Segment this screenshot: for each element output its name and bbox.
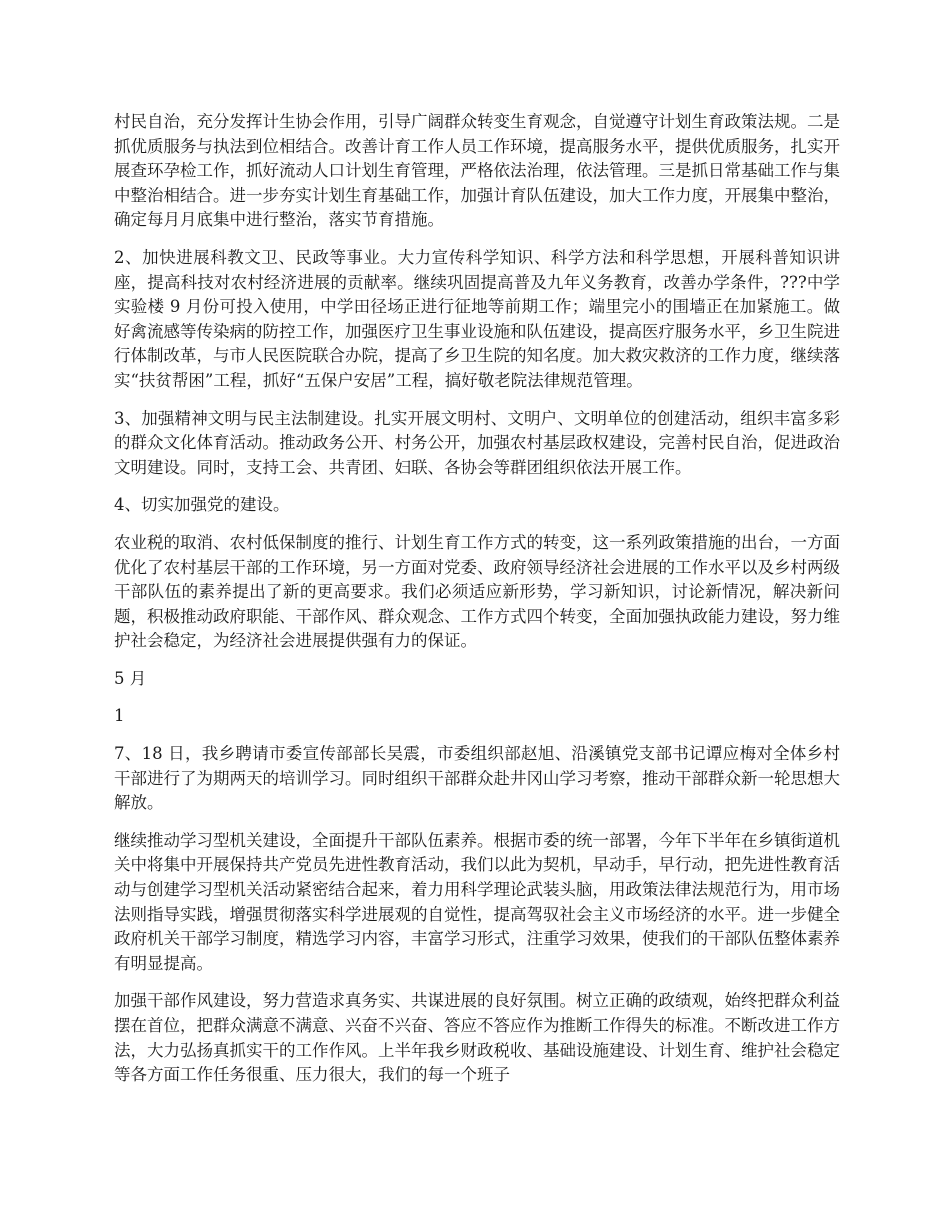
document-body bbox=[114, 110, 840, 1101]
paragraph-work-style: 加强干部作风建设，努力营造求真务实、共谋进展的良好氛围。树立正确的政绩观，始终把群众利益摆在首位，把群众满意不满意、兴奋不兴奋、答应不答应作为推断工作得失的标准。不断改进工作方法，大力弘扬真抓实干的工作作风。上半年我乡财政税收、基础设施建设、计划生育、维护社会稳定等各方面工作任务很重、压力很大，我们的每一个班子 bbox=[114, 991, 840, 1085]
paragraph-month-label: 5 月 bbox=[114, 668, 147, 688]
paragraph-family-planning: 村民自治，充分发挥计生协会作用，引导广阔群众转变生育观念，自觉遵守计划生育政策法规。二是抓优质服务与执法到位相结合。改善计育工作人员工作环境，提高服务水平，提供优质服务，扎实开展查环孕检工作，抓好流动人口计划生育管理，严格依法治理，依法管理。三是抓日常基础工作与集中整治相结合。进一步夯实计划生育基础工作，加强计育队伍建设，加大工作力度，开展集中整治，确定每月月底集中进行整治，落实节育措施。 bbox=[114, 112, 840, 230]
paragraph-spiritual-civilization: 3、加强精神文明与民主法制建设。扎实开展文明村、文明户、文明单位的创建活动，组织丰富多彩的群众文化体育活动。推动政务公开、村务公开，加强农村基层政权建设，完善村民自治，促进政治文明建设。同时，支持工会、共青团、妇联、各协会等群团组织依法开展工作。 bbox=[114, 408, 840, 477]
paragraph-training: 7、18 日，我乡聘请市委宣传部部长吴震，市委组织部赵旭、沿溪镇党支部书记谭应梅对全体乡村干部进行了为期两天的培训学习。同时组织干部群众赴井冈山学习考察，推动干部群众新一轮思想大解放。 bbox=[114, 744, 840, 813]
paragraph-number-label: 1 bbox=[114, 706, 125, 726]
paragraph-learning-organization: 继续推动学习型机关建设，全面提升干部队伍素养。根据市委的统一部署，今年下半年在乡镇街道机关中将集中开展保持共产党员先进性教育活动，我们以此为契机，早动手，早行动，把先进性教育活动与创建学习型机关活动紧密结合起来，着力用科学理论武装头脑，用政策法律法规范行为，用市场法则指导实践，增强贯彻落实科学进展观的自觉性，提高驾驭社会主义市场经济的水平。进一步健全政府机关干部学习制度，精选学习内容，丰富学习形式，注重学习效果，使我们的干部队伍整体素养有明显提高。 bbox=[114, 830, 840, 973]
paragraph-science-education: 2、加快进展科教文卫、民政等事业。大力宣传科学知识、科学方法和科学思想，开展科普知识讲座，提高科技对农村经济进展的贡献率。继续巩固提高普及九年义务教育，改善办学条件，???中学实验楼 9 月份可投入使用，中学田径场正进行征地等前期工作；端里完小的围墙正在加紧施工。做好禽流感等传染病的防控工作，加强医疗卫生事业设施和队伍建设，提高医疗服务水平，乡卫生院进行体制改革，与市人民医院联合办院，提高了乡卫生院的知名度。加大救灾救济的工作力度，继续落实“扶贫帮困”工程，抓好“五保户安居”工程，搞好敬老院法律规范管理。 bbox=[114, 247, 840, 390]
paragraph-party-building-heading: 4、切实加强党的建设。 bbox=[114, 495, 290, 515]
paragraph-agricultural-tax: 农业税的取消、农村低保制度的推行、计划生育工作方式的转变，这一系列政策措施的出台，一方面优化了农村基层干部的工作环境，另一方面对党委、政府领导经济社会进展的工作水平以及乡村两级干部队伍的素养提出了新的更高要求。我们必须适应新形势，学习新知识，讨论新情况，解决新问题，积极推动政府职能、干部作风、群众观念、工作方式四个转变，全面加强执政能力建设，努力维护社会稳定，为经济社会进展提供强有力的保证。 bbox=[114, 532, 840, 651]
